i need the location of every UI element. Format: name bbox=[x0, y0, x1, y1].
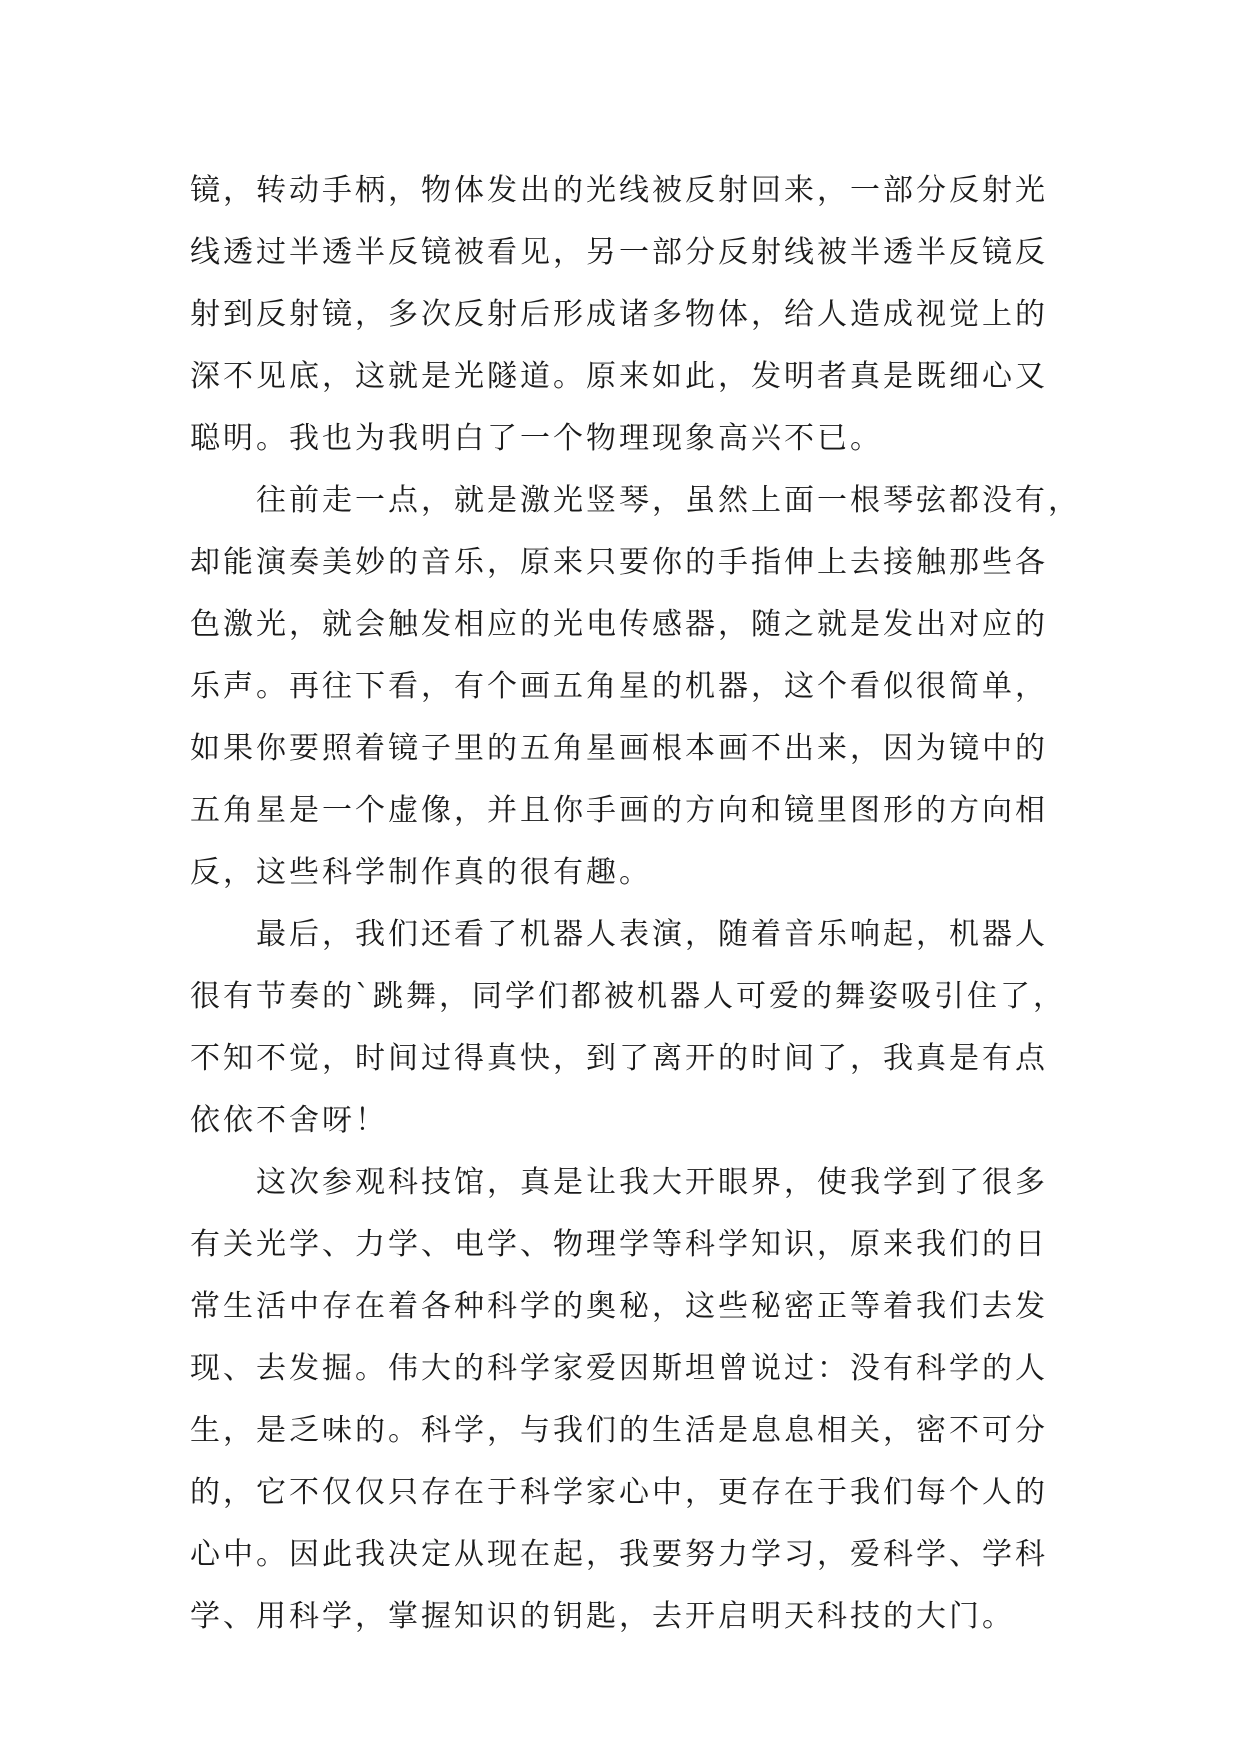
text-line: 很有节奏的`跳舞，同学们都被机器人可爱的舞姿吸引住了， bbox=[190, 979, 1066, 1014]
text-line: 深不见底，这就是光隧道。原来如此，发明者真是既细心又 bbox=[190, 359, 1048, 394]
text-line: 如果你要照着镜子里的五角星画根本画不出来，因为镜中的 bbox=[190, 731, 1048, 766]
text-line: 线透过半透半反镜被看见，另一部分反射线被半透半反镜反 bbox=[190, 235, 1048, 270]
essay-body bbox=[190, 160, 1081, 1648]
paragraph-first-line: 最后，我们还看了机器人表演，随着音乐响起，机器人 bbox=[256, 917, 1048, 952]
text-line: 有关光学、力学、电学、物理学等科学知识，原来我们的日 bbox=[190, 1227, 1048, 1262]
text-line: 心中。因此我决定从现在起，我要努力学习，爱科学、学科 bbox=[190, 1537, 1048, 1572]
text-line: 现、去发掘。伟大的科学家爱因斯坦曾说过：没有科学的人 bbox=[190, 1351, 1048, 1386]
paragraph-first-line: 往前走一点，就是激光竖琴，虽然上面一根琴弦都没有， bbox=[256, 483, 1081, 518]
text-line: 反，这些科学制作真的很有趣。 bbox=[190, 855, 652, 890]
text-line: 的，它不仅仅只存在于科学家心中，更存在于我们每个人的 bbox=[190, 1475, 1048, 1510]
text-line: 依依不舍呀！ bbox=[190, 1103, 388, 1138]
text-line: 乐声。再往下看，有个画五角星的机器，这个看似很简单， bbox=[190, 669, 1048, 704]
text-line: 色激光，就会触发相应的光电传感器，随之就是发出对应的 bbox=[190, 607, 1048, 642]
text-line: 五角星是一个虚像，并且你手画的方向和镜里图形的方向相 bbox=[190, 793, 1048, 828]
text-line: 常生活中存在着各种科学的奥秘，这些秘密正等着我们去发 bbox=[190, 1289, 1048, 1324]
text-line: 不知不觉，时间过得真快，到了离开的时间了，我真是有点 bbox=[190, 1041, 1048, 1076]
paragraph-first-line: 这次参观科技馆，真是让我大开眼界，使我学到了很多 bbox=[256, 1165, 1048, 1200]
text-line: 生，是乏味的。科学，与我们的生活是息息相关，密不可分 bbox=[190, 1413, 1048, 1448]
text-line: 却能演奏美妙的音乐，原来只要你的手指伸上去接触那些各 bbox=[190, 545, 1048, 580]
text-line: 镜，转动手柄，物体发出的光线被反射回来，一部分反射光 bbox=[190, 173, 1048, 208]
text-line: 射到反射镜，多次反射后形成诸多物体，给人造成视觉上的 bbox=[190, 297, 1048, 332]
text-line: 学、用科学，掌握知识的钥匙，去开启明天科技的大门。 bbox=[190, 1599, 1015, 1634]
text-line: 聪明。我也为我明白了一个物理现象高兴不已。 bbox=[190, 421, 883, 456]
